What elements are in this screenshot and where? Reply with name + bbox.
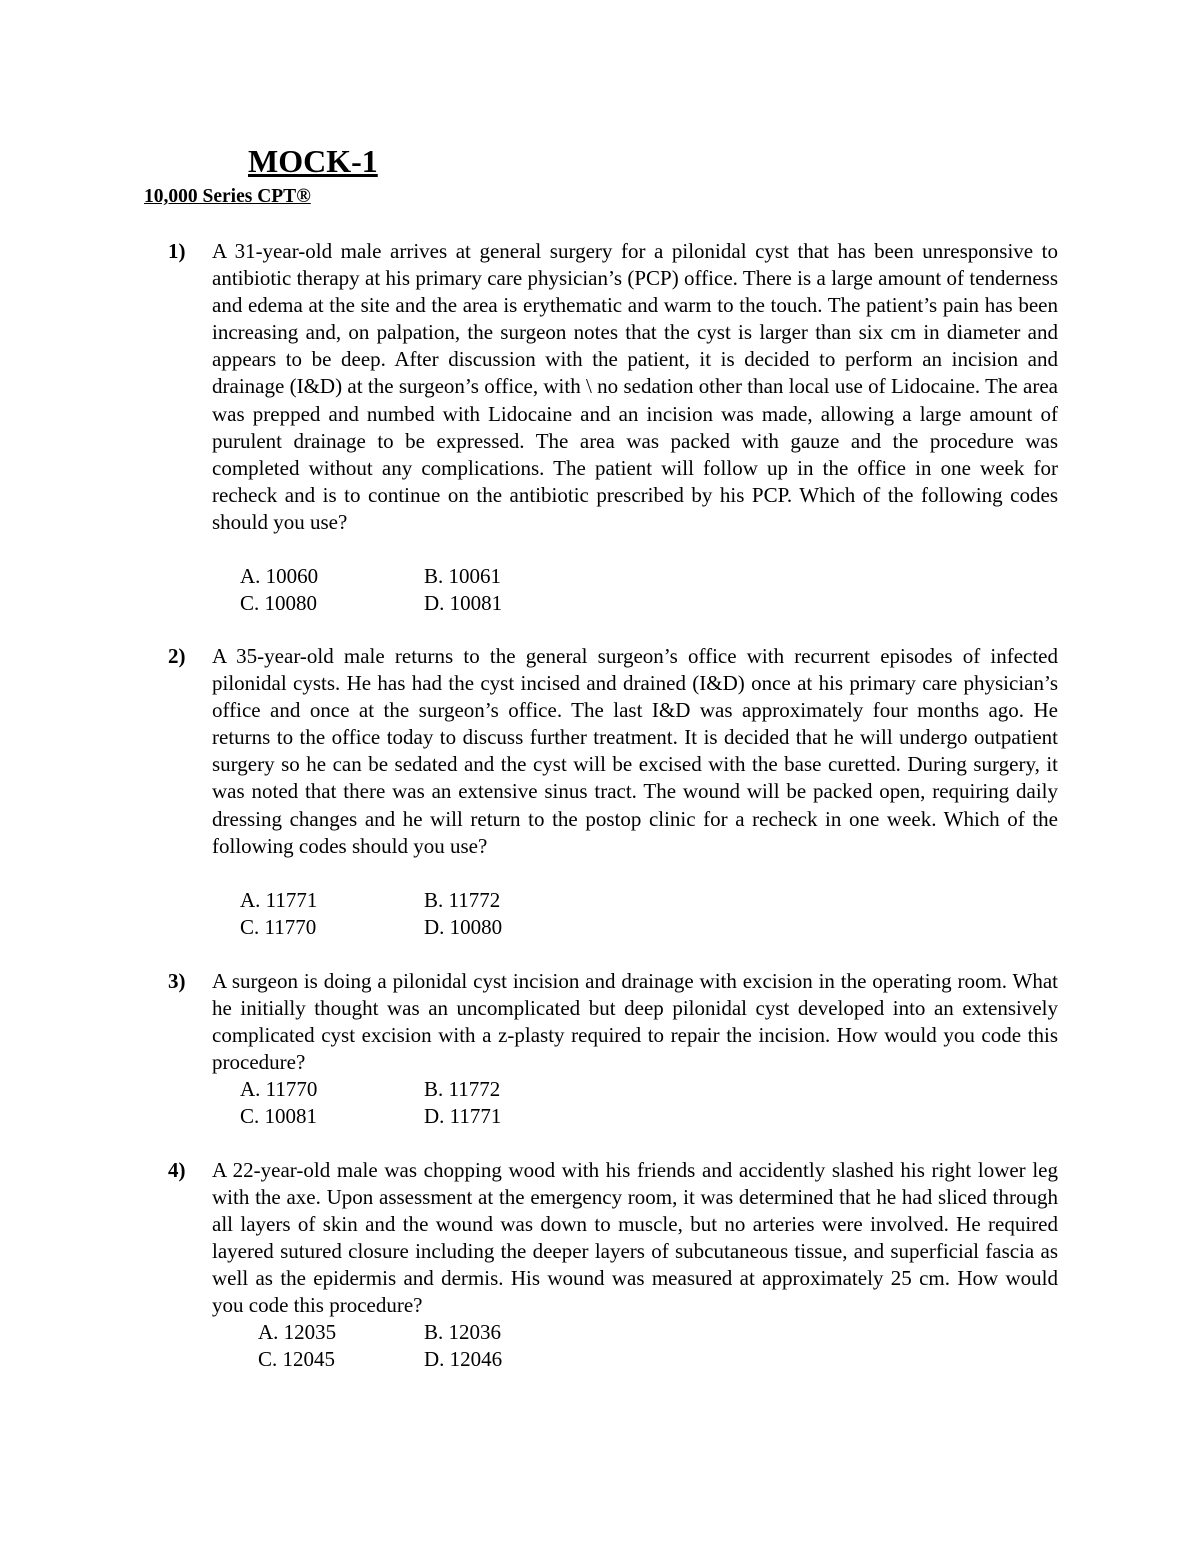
option-a: A. 11771 bbox=[240, 888, 318, 912]
option-a: A. 10060 bbox=[240, 564, 319, 588]
question-text: A 22-year-old male was chopping wood with his friends and accidently slashed his right lower leg with the axe. Upon assessment at the emergency room, it was determined that he had sliced through all layers of skin and the wound was down to muscle, but no arteries were involved. He required layered sutured closure including the deeper layers of subcutaneous tissue, and superficial fascia as well as the epidermis and dermis. His wound was measured at approximately 25 cm. How would you code this procedure? bbox=[212, 1158, 1058, 1318]
question-text: A surgeon is doing a pilonidal cyst incision and drainage with excision in the operating room. What he initially thought was an uncomplicated but deep pilonidal cyst developed into an extensively complicated cyst excision with a z-plasty required to repair the incision. How would you code this procedure? bbox=[212, 969, 1058, 1075]
option-c: C. 11770 bbox=[240, 915, 317, 939]
option-a: A. 12035 bbox=[258, 1320, 337, 1344]
option-a: A. 11770 bbox=[240, 1077, 318, 1101]
option-d: D. 12046 bbox=[424, 1347, 503, 1371]
option-b: B. 12036 bbox=[424, 1320, 502, 1344]
option-d: D. 10080 bbox=[424, 915, 503, 939]
option-d: D. 10081 bbox=[424, 591, 503, 615]
option-b: B. 11772 bbox=[424, 1077, 501, 1101]
option-b: B. 11772 bbox=[424, 888, 501, 912]
page-title: MOCK-1 bbox=[248, 143, 378, 179]
section-subtitle: 10,000 Series CPT® bbox=[144, 186, 311, 207]
option-b: B. 10061 bbox=[424, 564, 502, 588]
option-c: C. 12045 bbox=[258, 1347, 336, 1371]
question-number: 4) bbox=[168, 1158, 186, 1182]
question-number: 1) bbox=[168, 239, 186, 263]
question-text: A 31-year-old male arrives at general surgery for a pilonidal cyst that has been unresponsive to antibiotic therapy at his primary care physician’s (PCP) office. There is a large amount of tenderness and edema at the site and the area is erythematic and warm to the touch. The patient’s pain has been increasing and, on palpation, the surgeon notes that the cyst is larger than six cm in diameter and appears to be deep. After discussion with the patient, it is decided to perform an incision and drainage (I&D) at the surgeon’s office, with \ no sedation other than local use of Lidocaine. The area was prepped and numbed with Lidocaine and an incision was made, allowing a large amount of purulent drainage to be expressed. The area was packed with gauze and the procedure was completed without any complications. The patient will follow up in the office in one week for recheck and is to continue on the antibiotic prescribed by his PCP. Which of the following codes should you use? bbox=[212, 239, 1058, 534]
option-c: C. 10080 bbox=[240, 591, 318, 615]
option-d: D. 11771 bbox=[424, 1104, 502, 1128]
question-number: 3) bbox=[168, 969, 186, 993]
question-number: 2) bbox=[168, 644, 186, 668]
question-text: A 35-year-old male returns to the general surgeon’s office with recurrent episodes of infected pilonidal cysts. He has had the cyst incised and drained (I&D) once at his primary care physician’s office and once at the surgeon’s office. The last I&D was approximately four months ago. He returns to the office today to discuss further treatment. It is decided that he will undergo outpatient surgery so he can be sedated and the cyst will be excised with the base curetted. During surgery, it was noted that there was an extensive sinus tract. The wound will be packed open, requiring daily dressing changes and he will return to the postop clinic for a recheck in one week. Which of the following codes should you use? bbox=[212, 644, 1058, 858]
option-c: C. 10081 bbox=[240, 1104, 318, 1128]
